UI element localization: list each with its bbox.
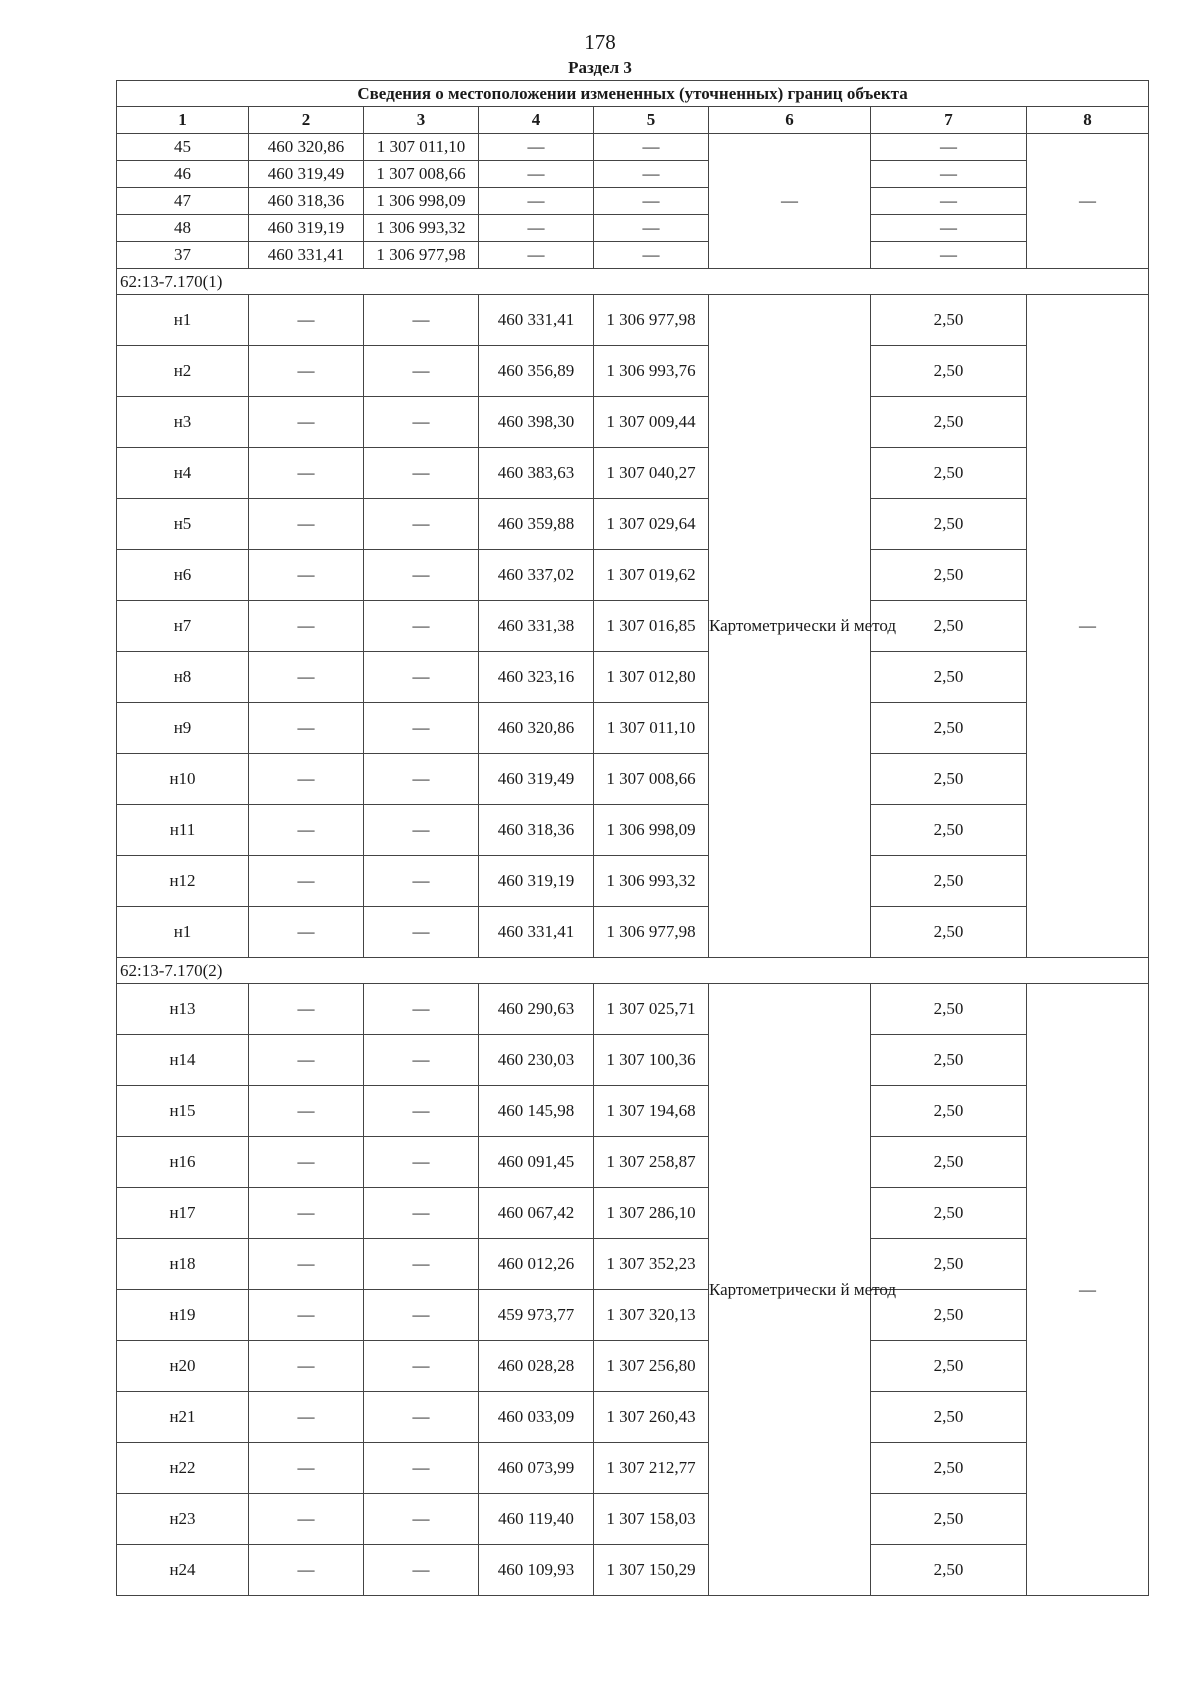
table-row <box>117 134 1149 161</box>
table-row <box>117 1494 1149 1545</box>
new-x-cell: — <box>479 188 594 215</box>
new-x-cell: 460 318,36 <box>479 805 594 856</box>
accuracy-cell: 2,50 <box>871 499 1027 550</box>
existing-x-cell: — <box>249 295 364 346</box>
point-number-cell: н6 <box>117 550 249 601</box>
point-number-cell: н17 <box>117 1188 249 1239</box>
existing-x-cell: — <box>249 550 364 601</box>
new-y-cell: — <box>594 215 709 242</box>
accuracy-cell: 2,50 <box>871 1545 1027 1596</box>
existing-y-cell: — <box>364 346 479 397</box>
point-number-cell: 45 <box>117 134 249 161</box>
accuracy-cell: 2,50 <box>871 805 1027 856</box>
point-number-cell: н8 <box>117 652 249 703</box>
new-y-cell: 1 306 993,76 <box>594 346 709 397</box>
accuracy-cell: 2,50 <box>871 550 1027 601</box>
new-x-cell: 460 331,41 <box>479 907 594 958</box>
new-y-cell: 1 306 977,98 <box>594 907 709 958</box>
table-row <box>117 448 1149 499</box>
new-y-cell: 1 306 993,32 <box>594 856 709 907</box>
column-header: 4 <box>479 107 594 134</box>
accuracy-cell: 2,50 <box>871 1137 1027 1188</box>
point-number-cell: н1 <box>117 295 249 346</box>
new-x-cell: 460 145,98 <box>479 1086 594 1137</box>
existing-y-cell: — <box>364 601 479 652</box>
existing-y-cell: — <box>364 1188 479 1239</box>
accuracy-cell: 2,50 <box>871 448 1027 499</box>
new-x-cell: 460 073,99 <box>479 1443 594 1494</box>
existing-y-cell: — <box>364 1239 479 1290</box>
new-y-cell: 1 307 019,62 <box>594 550 709 601</box>
table-row <box>117 907 1149 958</box>
column-header: 1 <box>117 107 249 134</box>
existing-y-cell: — <box>364 397 479 448</box>
accuracy-cell: — <box>871 215 1027 242</box>
point-number-cell: н11 <box>117 805 249 856</box>
new-y-cell: — <box>594 242 709 269</box>
column-header: 3 <box>364 107 479 134</box>
existing-x-cell: 460 320,86 <box>249 134 364 161</box>
table-row <box>117 1341 1149 1392</box>
new-y-cell: — <box>594 188 709 215</box>
new-y-cell: 1 307 212,77 <box>594 1443 709 1494</box>
point-number-cell: н3 <box>117 397 249 448</box>
column-header: 7 <box>871 107 1027 134</box>
accuracy-cell: 2,50 <box>871 1239 1027 1290</box>
new-y-cell: 1 307 040,27 <box>594 448 709 499</box>
existing-x-cell: — <box>249 346 364 397</box>
point-number-cell: н19 <box>117 1290 249 1341</box>
new-y-cell: 1 307 025,71 <box>594 984 709 1035</box>
new-x-cell: 460 356,89 <box>479 346 594 397</box>
section-label-row <box>117 269 1149 295</box>
table-row <box>117 1035 1149 1086</box>
new-x-cell: 460 012,26 <box>479 1239 594 1290</box>
accuracy-cell: 2,50 <box>871 1341 1027 1392</box>
table-row <box>117 1443 1149 1494</box>
method-cell: Картометрически й метод <box>709 295 871 958</box>
existing-x-cell: — <box>249 754 364 805</box>
existing-x-cell: 460 318,36 <box>249 188 364 215</box>
point-number-cell: н1 <box>117 907 249 958</box>
existing-x-cell: — <box>249 1290 364 1341</box>
existing-x-cell: — <box>249 1545 364 1596</box>
new-y-cell: 1 306 998,09 <box>594 805 709 856</box>
new-y-cell: 1 307 256,80 <box>594 1341 709 1392</box>
existing-x-cell: — <box>249 397 364 448</box>
existing-x-cell: — <box>249 1494 364 1545</box>
new-y-cell: 1 307 352,23 <box>594 1239 709 1290</box>
description-cell: — <box>1027 134 1149 269</box>
existing-y-cell: — <box>364 805 479 856</box>
new-x-cell: — <box>479 242 594 269</box>
table-row <box>117 346 1149 397</box>
new-x-cell: 460 119,40 <box>479 1494 594 1545</box>
table-row <box>117 754 1149 805</box>
new-x-cell: 460 331,38 <box>479 601 594 652</box>
accuracy-cell: 2,50 <box>871 754 1027 805</box>
description-cell: — <box>1027 984 1149 1596</box>
existing-x-cell: — <box>249 601 364 652</box>
column-header: 8 <box>1027 107 1149 134</box>
new-x-cell: 460 320,86 <box>479 703 594 754</box>
point-number-cell: н14 <box>117 1035 249 1086</box>
table-caption: Сведения о местоположении измененных (уточненных) границ объекта <box>117 81 1149 107</box>
new-x-cell: 460 109,93 <box>479 1545 594 1596</box>
new-x-cell: 460 319,19 <box>479 856 594 907</box>
existing-x-cell: — <box>249 652 364 703</box>
existing-x-cell: 460 319,19 <box>249 215 364 242</box>
point-number-cell: н24 <box>117 1545 249 1596</box>
point-number-cell: н7 <box>117 601 249 652</box>
new-x-cell: 459 973,77 <box>479 1290 594 1341</box>
point-number-cell: н9 <box>117 703 249 754</box>
existing-y-cell: — <box>364 652 479 703</box>
section-title: Раздел 3 <box>568 58 632 77</box>
new-y-cell: 1 307 286,10 <box>594 1188 709 1239</box>
new-y-cell: 1 307 150,29 <box>594 1545 709 1596</box>
new-x-cell: 460 028,28 <box>479 1341 594 1392</box>
point-number-cell: н15 <box>117 1086 249 1137</box>
description-cell: — <box>1027 295 1149 958</box>
accuracy-cell: 2,50 <box>871 1086 1027 1137</box>
accuracy-cell: 2,50 <box>871 1443 1027 1494</box>
accuracy-cell: 2,50 <box>871 856 1027 907</box>
new-y-cell: 1 307 258,87 <box>594 1137 709 1188</box>
existing-x-cell: — <box>249 703 364 754</box>
new-y-cell: 1 307 194,68 <box>594 1086 709 1137</box>
table-row <box>117 805 1149 856</box>
accuracy-cell: 2,50 <box>871 295 1027 346</box>
existing-y-cell: — <box>364 1086 479 1137</box>
existing-y-cell: — <box>364 1494 479 1545</box>
table-row <box>117 601 1149 652</box>
existing-y-cell: — <box>364 984 479 1035</box>
existing-y-cell: — <box>364 499 479 550</box>
boundary-coordinates-table <box>116 80 1149 1596</box>
table-row <box>117 188 1149 215</box>
table-row <box>117 1137 1149 1188</box>
existing-y-cell: — <box>364 1290 479 1341</box>
new-x-cell: 460 359,88 <box>479 499 594 550</box>
new-y-cell: 1 307 016,85 <box>594 601 709 652</box>
existing-y-cell: 1 306 998,09 <box>364 188 479 215</box>
column-header: 6 <box>709 107 871 134</box>
table-row <box>117 1086 1149 1137</box>
point-number-cell: н22 <box>117 1443 249 1494</box>
new-y-cell: — <box>594 161 709 188</box>
column-header: 2 <box>249 107 364 134</box>
point-number-cell: н16 <box>117 1137 249 1188</box>
new-x-cell: 460 067,42 <box>479 1188 594 1239</box>
new-x-cell: 460 323,16 <box>479 652 594 703</box>
column-header-row <box>117 107 1149 134</box>
table-row <box>117 1239 1149 1290</box>
point-number-cell: н2 <box>117 346 249 397</box>
accuracy-cell: 2,50 <box>871 1290 1027 1341</box>
table-row <box>117 703 1149 754</box>
existing-y-cell: — <box>364 1545 479 1596</box>
point-number-cell: н18 <box>117 1239 249 1290</box>
new-x-cell: 460 033,09 <box>479 1392 594 1443</box>
table-row <box>117 295 1149 346</box>
existing-y-cell: — <box>364 703 479 754</box>
existing-x-cell: — <box>249 907 364 958</box>
existing-x-cell: — <box>249 984 364 1035</box>
existing-y-cell: 1 306 993,32 <box>364 215 479 242</box>
new-x-cell: 460 331,41 <box>479 295 594 346</box>
new-x-cell: — <box>479 134 594 161</box>
column-header: 5 <box>594 107 709 134</box>
point-number-cell: н10 <box>117 754 249 805</box>
existing-x-cell: — <box>249 805 364 856</box>
existing-y-cell: — <box>364 1137 479 1188</box>
section-label-row <box>117 958 1149 984</box>
table-row <box>117 397 1149 448</box>
accuracy-cell: — <box>871 161 1027 188</box>
existing-y-cell: — <box>364 1341 479 1392</box>
table-row <box>117 984 1149 1035</box>
point-number-cell: н12 <box>117 856 249 907</box>
point-number-cell: н13 <box>117 984 249 1035</box>
table-row <box>117 499 1149 550</box>
existing-y-cell: — <box>364 448 479 499</box>
existing-x-cell: — <box>249 1035 364 1086</box>
accuracy-cell: 2,50 <box>871 1392 1027 1443</box>
new-y-cell: 1 307 029,64 <box>594 499 709 550</box>
new-x-cell: 460 383,63 <box>479 448 594 499</box>
existing-y-cell: — <box>364 907 479 958</box>
existing-y-cell: — <box>364 754 479 805</box>
new-y-cell: 1 307 100,36 <box>594 1035 709 1086</box>
new-y-cell: 1 307 009,44 <box>594 397 709 448</box>
new-y-cell: 1 307 008,66 <box>594 754 709 805</box>
section-label: 62:13-7.170(1) <box>117 269 1149 295</box>
existing-x-cell: — <box>249 856 364 907</box>
existing-x-cell: 460 331,41 <box>249 242 364 269</box>
new-x-cell: 460 230,03 <box>479 1035 594 1086</box>
existing-x-cell: — <box>249 1392 364 1443</box>
new-y-cell: 1 307 012,80 <box>594 652 709 703</box>
new-y-cell: 1 307 320,13 <box>594 1290 709 1341</box>
existing-x-cell: — <box>249 499 364 550</box>
table-row <box>117 1188 1149 1239</box>
accuracy-cell: — <box>871 242 1027 269</box>
table-row <box>117 1545 1149 1596</box>
accuracy-cell: 2,50 <box>871 601 1027 652</box>
existing-x-cell: — <box>249 1086 364 1137</box>
new-y-cell: 1 306 977,98 <box>594 295 709 346</box>
method-cell: — <box>709 134 871 269</box>
accuracy-cell: 2,50 <box>871 1035 1027 1086</box>
method-cell: Картометрически й метод <box>709 984 871 1596</box>
existing-y-cell: 1 307 011,10 <box>364 134 479 161</box>
point-number-cell: 46 <box>117 161 249 188</box>
new-x-cell: — <box>479 161 594 188</box>
accuracy-cell: 2,50 <box>871 984 1027 1035</box>
section-label: 62:13-7.170(2) <box>117 958 1149 984</box>
table-row <box>117 1290 1149 1341</box>
accuracy-cell: 2,50 <box>871 703 1027 754</box>
new-y-cell: 1 307 011,10 <box>594 703 709 754</box>
existing-y-cell: — <box>364 1392 479 1443</box>
existing-y-cell: 1 307 008,66 <box>364 161 479 188</box>
point-number-cell: 48 <box>117 215 249 242</box>
table-row <box>117 550 1149 601</box>
point-number-cell: н4 <box>117 448 249 499</box>
table-row <box>117 856 1149 907</box>
table-row <box>117 161 1149 188</box>
point-number-cell: 47 <box>117 188 249 215</box>
accuracy-cell: — <box>871 188 1027 215</box>
new-x-cell: 460 091,45 <box>479 1137 594 1188</box>
existing-y-cell: — <box>364 1443 479 1494</box>
existing-x-cell: 460 319,49 <box>249 161 364 188</box>
point-number-cell: н5 <box>117 499 249 550</box>
accuracy-cell: 2,50 <box>871 1494 1027 1545</box>
existing-y-cell: — <box>364 856 479 907</box>
table-row <box>117 242 1149 269</box>
point-number-cell: 37 <box>117 242 249 269</box>
new-x-cell: 460 319,49 <box>479 754 594 805</box>
table-row <box>117 1392 1149 1443</box>
existing-y-cell: — <box>364 1035 479 1086</box>
point-number-cell: н20 <box>117 1341 249 1392</box>
accuracy-cell: 2,50 <box>871 907 1027 958</box>
existing-x-cell: — <box>249 1239 364 1290</box>
new-x-cell: 460 290,63 <box>479 984 594 1035</box>
existing-x-cell: — <box>249 448 364 499</box>
accuracy-cell: 2,50 <box>871 346 1027 397</box>
existing-x-cell: — <box>249 1137 364 1188</box>
accuracy-cell: 2,50 <box>871 1188 1027 1239</box>
existing-x-cell: — <box>249 1188 364 1239</box>
new-x-cell: — <box>479 215 594 242</box>
table-caption-row <box>117 81 1149 107</box>
existing-y-cell: — <box>364 550 479 601</box>
existing-x-cell: — <box>249 1341 364 1392</box>
accuracy-cell: 2,50 <box>871 652 1027 703</box>
table-row <box>117 652 1149 703</box>
page-number: 178 <box>584 30 616 54</box>
new-x-cell: 460 398,30 <box>479 397 594 448</box>
existing-y-cell: 1 306 977,98 <box>364 242 479 269</box>
new-y-cell: 1 307 260,43 <box>594 1392 709 1443</box>
new-x-cell: 460 337,02 <box>479 550 594 601</box>
accuracy-cell: — <box>871 134 1027 161</box>
point-number-cell: н21 <box>117 1392 249 1443</box>
accuracy-cell: 2,50 <box>871 397 1027 448</box>
existing-x-cell: — <box>249 1443 364 1494</box>
existing-y-cell: — <box>364 295 479 346</box>
new-y-cell: — <box>594 134 709 161</box>
point-number-cell: н23 <box>117 1494 249 1545</box>
table-row <box>117 215 1149 242</box>
new-y-cell: 1 307 158,03 <box>594 1494 709 1545</box>
